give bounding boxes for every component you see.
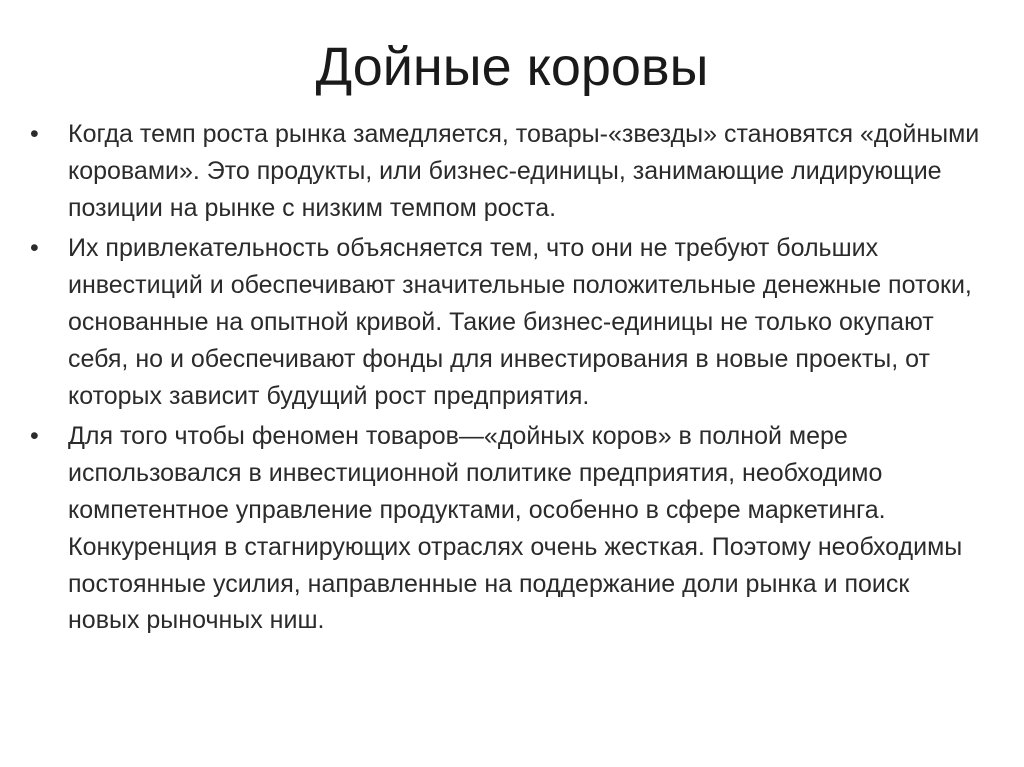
bullet-item <box>30 418 980 639</box>
bullet-marker: • <box>30 234 39 263</box>
slide-title: Дойные коровы <box>315 37 709 97</box>
bullet-list <box>30 116 980 643</box>
bullet-marker: • <box>30 422 39 451</box>
bullet-text: Их привлекательность объясняется тем, что они не требуют больших инвестиций и обеспечивают значительные положительные денежные потоки, основанные на опытной кривой. Такие бизнес-единицы не только окупают себя, но и обеспечивают фонды для инвестирования в новые проекты, от которых зависит будущий рост предприятия. <box>68 234 972 410</box>
bullet-text: Когда темп роста рынка замедляется, товары-«звезды» становятся «дойными коровами». Это продукты, или бизнес-единицы, занимающие лидирующие позиции на рынке с низким темпом роста. <box>68 120 980 222</box>
bullet-item <box>30 230 980 414</box>
bullet-item <box>30 116 980 226</box>
bullet-text: Для того чтобы феномен товаров—«дойных коров» в полной мере использовался в инвестиционной политике предприятия, необходимо компетентное управление продуктами, особенно в сфере маркетинга. Конкуренция в стагнирующих отраслях очень жесткая. Поэтому необходимы постоянные усилия, направленные на поддержание доли рынка и поиск новых рыночных ниш. <box>68 422 963 635</box>
bullet-marker: • <box>30 120 39 148</box>
